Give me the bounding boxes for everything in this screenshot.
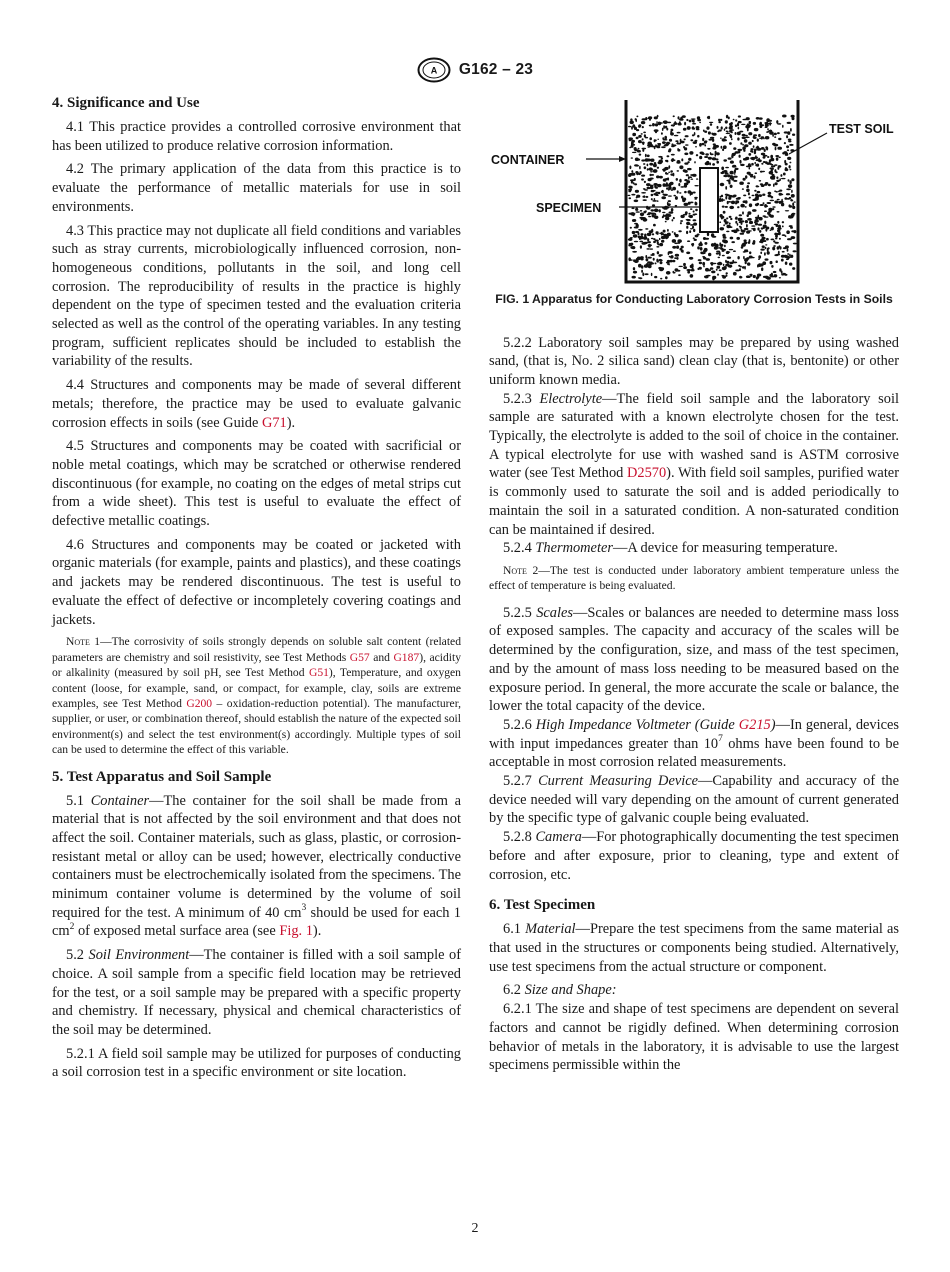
label-test-soil: TEST SOIL (829, 122, 894, 136)
section-6-heading: 6. Test Specimen (489, 897, 596, 914)
para-5-1: 5.1 Container—The container for the soil shall be made from a material that is not affected by the soil environment and that does not affect the soil. Container materials, such as glass, plastic, or corrosion-resistant metal or alloy can be used; however, electrically conductive containers must be electrochemically isolated from the specimens. The minimum container volume is determined by the volume of soil required for the test. A minimum of 40 $cm^3$ should be used for each 1 $cm^2$ of exposed metal surface area (see Fig. 1). (52, 792, 461, 940)
para-4-1: 4.1 This practice provides a controlled corrosive environment that has been utilized to produce relative corrosion information. (52, 119, 461, 154)
para-4-5: 4.5 Structures and components may be coated with sacrificial or noble metal coatings, which may be scratched or otherwise rendered discontinuous (for example, no coating on the edges of metal strips cut from a wide sheet). This test is useful to evaluate the effect of defective metallic coatings. (52, 438, 461, 530)
ref-fig1-link[interactable]: Fig. 1 (279, 923, 313, 940)
ref-g57-link[interactable]: G57 (349, 650, 370, 664)
figure-1 (489, 96, 899, 308)
right-column (489, 96, 899, 1080)
figure-1-caption: FIG. 1 Apparatus for Conducting Laboratory Corrosion Tests in Soils (495, 292, 893, 306)
left-column (52, 94, 461, 1087)
para-6-1: 6.1 Material—Prepare the test specimens from the same material as that used in the structures or components being studied. Alternatively, use test specimens from the actual structure or component. (489, 921, 899, 975)
specimen-strip (700, 168, 718, 232)
ref-d2570-link[interactable]: D2570 (626, 465, 667, 482)
para-5-2-5: 5.2.5 Scales—Scales or balances are needed to determine mass loss of exposed samples. The capacity and accuracy of the scales will be determined by the configuration, size, and mass of the test specimen, and by the amount of mass loss needing to be measured based on the exposure period. In general, the more accurate the scale or balance, the lower the total capacity of the device. (489, 604, 899, 715)
page-header (0, 56, 950, 84)
para-5-2-6: 5.2.6 High Impedance Voltmeter (Guide G215)—In general, devices with input impedances greater than $10^7$ ohms have been found to be acceptable in most corrosion related measurements. (489, 716, 899, 771)
ref-g51-link[interactable]: G51 (308, 666, 329, 680)
para-5-2-3: 5.2.3 Electrolyte—The field soil sample and the laboratory soil sample are saturated with a known electrolyte chosen for the test. Typically, the electrolyte is added to the soil of choice in the container. A typical electrolyte for use with washed sand is ASTM corrosive water (see Test Method D2570). With field soil samples, purified water is commonly used to saturate the soil and is added periodically to maintain the soil in a saturated condition. A non-saturated condition can be maintained if desired. (489, 390, 899, 538)
note-1: Note 1—The corrosivity of soils strongly depends on soluble salt content (related parameters are chemistry and soil resistivity, see Test Methods G57 and G187), acidity or alkalinity (measured by soil pH, see Test Method G51), Temperature, and oxygen content (loose, for example, sand, or compact, for example, clay, soils are extreme examples, see Test Method G200 – oxidation-reduction potential). The manufacturer, supplier, or user, or combination thereof, should establish the nature of the expected soil environment(s) and select the test environment(s) accordingly. Multiple types of soil can be used to determine the effect of this variable. (52, 635, 461, 757)
ref-g200-link[interactable]: G200 (186, 696, 213, 710)
note-2: Note 2—The test is conducted under laboratory ambient temperature unless the effect of temperature is being evaluated. (489, 563, 899, 593)
para-6-2: 6.2 Size and Shape: (503, 982, 617, 999)
label-specimen: SPECIMEN (536, 201, 602, 215)
apparatus-diagram (489, 96, 899, 288)
ref-g71-link[interactable]: G71 (261, 414, 287, 431)
para-5-2-1: 5.2.1 A field soil sample may be utilized for purposes of conducting a soil corrosion test in a specific environment or site location. (52, 1045, 461, 1081)
section-5-heading: 5. Test Apparatus and Soil Sample (52, 768, 272, 785)
para-5-2-2: 5.2.2 Laboratory soil samples may be prepared by using washed sand, (that is, No. 2 silica sand) clean clay (that is, bentonite) or other uniform known media. (489, 334, 899, 388)
para-5-2: 5.2 Soil Environment—The container is filled with a soil sample of choice. A soil sample from a specific field location may be retrieved for the test, or a soil sample may be prepared with a specific property and chemistry. If necessary, physical and chemical characteristics of the soil may be determined. (52, 947, 462, 1038)
para-5-2-8: 5.2.8 Camera—For photographically documenting the test specimen before and after exposure, prior to cleaning, type and extent of corrosion, etc. (489, 829, 899, 883)
ref-g215-link[interactable]: G215 (738, 716, 771, 733)
para-4-6: 4.6 Structures and components may be coated or jacketed with organic materials (for example, paints and plastics), and these coatings and jackets may be rendered discontinuous. The test is useful to evaluate the effect of defective or incompletely covering coatings and jackets. (52, 536, 461, 628)
section-4-heading: 4. Significance and Use (52, 95, 200, 111)
ref-g187-link[interactable]: G187 (393, 650, 420, 664)
standard-designation: G162 – 23 (458, 61, 534, 78)
para-4-3: 4.3 This practice may not duplicate all field conditions and variables such as stray currents, microbiologically influenced corrosion, non-homogeneous conditions, pollutants in the soil, and long cell corrosion. The reproducibility of results in the practice is highly dependent on the type of specimen tested and the evaluation criteria selected as well as the control of the operating variables. In any testing program, sufficient replicates should be included to establish the variability of the results. (52, 222, 461, 370)
para-6-2-1: 6.2.1 The size and shape of test specimens are dependent on several factors and cannot be rigidly defined. When determining corrosion behavior of metals in the laboratory, it is advisable to use the largest specimens permissible within the (489, 1001, 899, 1074)
para-4-4: 4.4 Structures and components may be made of several different metals; therefore, the practice may be used to evaluate galvanic corrosion effects in soils (see Guide G71). (52, 377, 461, 431)
page-number: 2 (471, 1221, 479, 1236)
para-5-2-4: 5.2.4 Thermometer—A device for measuring temperature. (503, 540, 838, 557)
label-container: CONTAINER (491, 153, 565, 167)
para-5-2-7: 5.2.7 Current Measuring Device—Capability and accuracy of the device needed will vary depending on the amount of current generated by the specific type of galvanic couple being evaluated. (489, 773, 899, 827)
astm-logo-icon (417, 57, 451, 83)
para-4-2: 4.2 The primary application of the data from this practice is to evaluate the performance of metallic materials for use in soil environments. (52, 161, 461, 215)
svg-text:A: A (430, 65, 438, 76)
